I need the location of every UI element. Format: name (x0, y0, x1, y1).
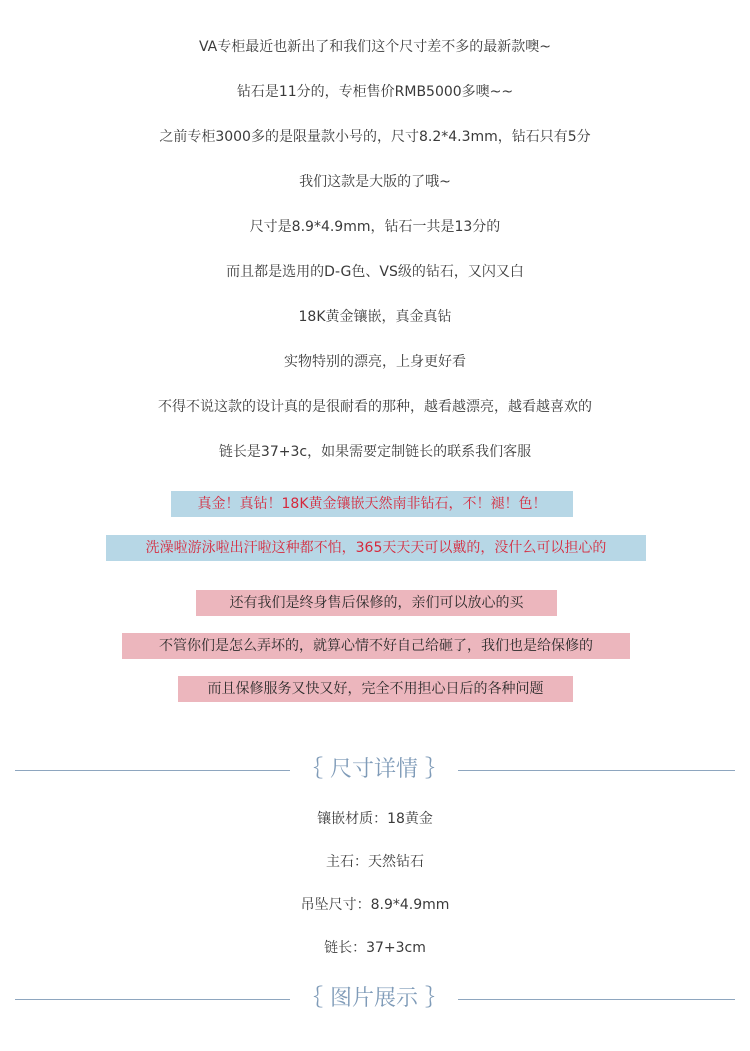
intro-line: 实物特别的漂亮，上身更好看 (284, 354, 466, 370)
divider-right (458, 999, 735, 1000)
spec-main-stone: 主石：天然钻石 (326, 854, 424, 870)
divider-left (15, 770, 290, 771)
section-size-details (0, 755, 750, 785)
intro-line: 尺寸是8.9*4.9mm，钻石一共是13分的 (249, 219, 501, 235)
intro-line: 我们这款是大版的了哦~ (299, 174, 451, 190)
highlight-lifetime-warranty: 还有我们是终身售后保修的，亲们可以放心的买 (196, 590, 557, 616)
intro-line: 不得不说这款的设计真的是很耐看的那种，越看越漂亮，越看越喜欢的 (158, 399, 592, 415)
spec-pendant-size: 吊坠尺寸：8.9*4.9mm (300, 897, 450, 913)
divider-left (15, 999, 290, 1000)
intro-line: 之前专柜3000多的是限量款小号的，尺寸8.2*4.3mm，钻石只有5分 (159, 129, 591, 145)
section-picture-display (0, 984, 750, 1014)
spec-chain-length: 链长：37+3cm (324, 940, 426, 956)
intro-line: VA专柜最近也新出了和我们这个尺寸差不多的最新款噢~ (199, 39, 551, 55)
highlight-fast-service: 而且保修服务又快又好，完全不用担心日后的各种问题 (178, 676, 573, 702)
highlight-waterproof: 洗澡啦游泳啦出汗啦这种都不怕，365天天天可以戴的，没什么可以担心的 (106, 535, 646, 561)
divider-right (458, 770, 735, 771)
intro-line: 而且都是选用的D-G色、VS级的钻石，又闪又白 (226, 264, 524, 280)
spec-material: 镶嵌材质：18黄金 (317, 811, 433, 827)
intro-line: 钻石是11分的，专柜售价RMB5000多噢~~ (236, 84, 514, 100)
highlight-any-damage: 不管你们是怎么弄坏的，就算心情不好自己给砸了，我们也是给保修的 (122, 633, 630, 659)
highlight-genuine-gold: 真金！真钻！18K黄金镶嵌天然南非钻石，不！褪！色！ (171, 491, 573, 517)
section-title: ｛ 尺寸详情 ｝ (301, 757, 447, 782)
intro-line: 18K黄金镶嵌，真金真钻 (298, 309, 452, 325)
section-title: ｛ 图片展示 ｝ (301, 986, 447, 1011)
intro-line: 链长是37+3c，如果需要定制链长的联系我们客服 (218, 444, 532, 460)
